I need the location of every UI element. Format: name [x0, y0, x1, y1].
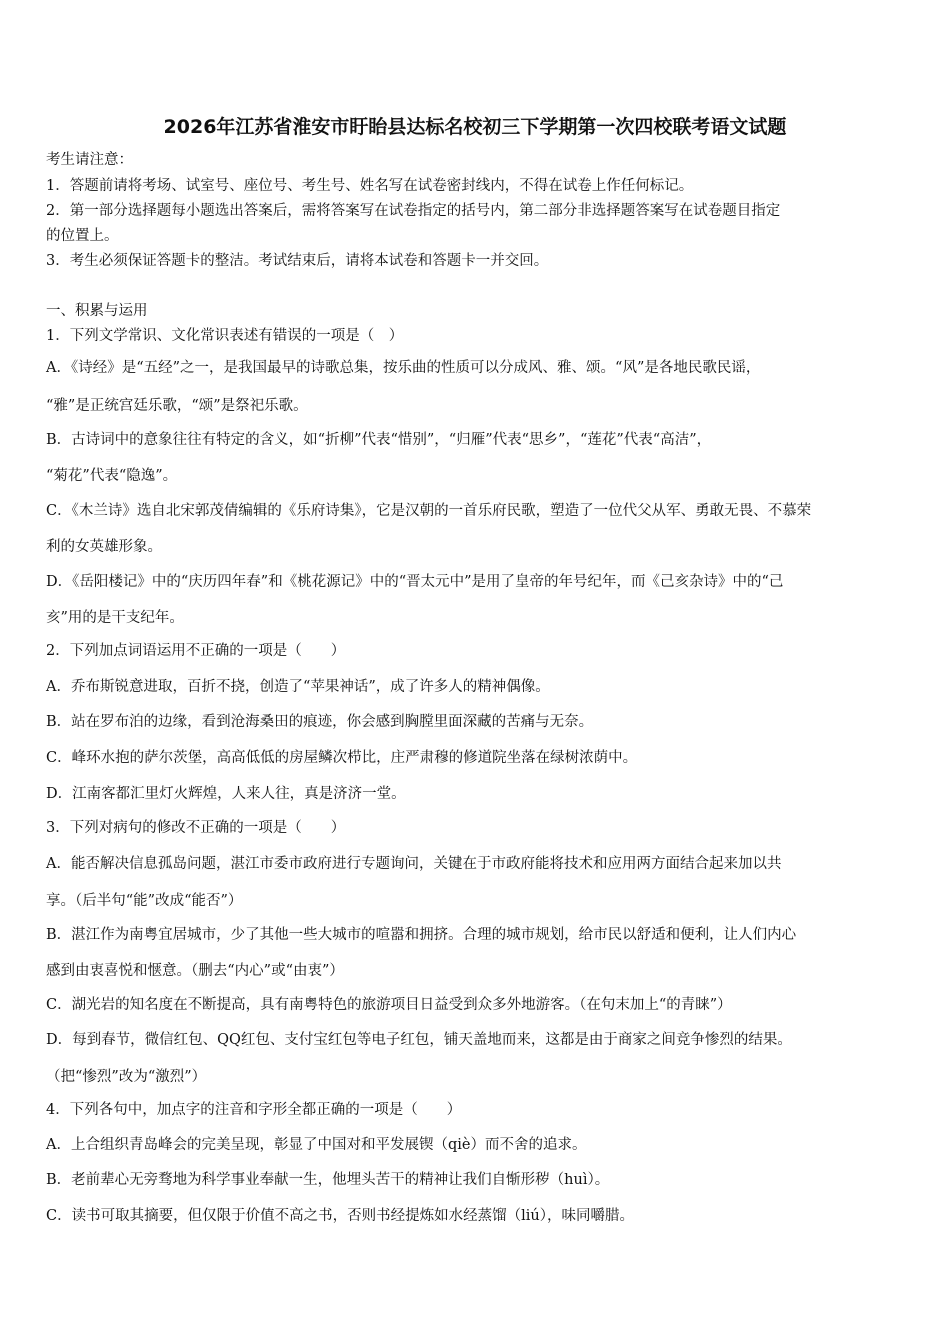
- question-stem: 4．下列各句中，加点字的注音和字形全都正确的一项是（ ）: [46, 1102, 462, 1118]
- question-stem: 1．下列文学常识、文化常识表述有错误的一项是（ ）: [46, 328, 404, 344]
- option-c: C．峰环水抱的萨尔茨堡，高高低低的房屋鳞次栉比，庄严肃穆的修道院坐落在绿树浓荫中。: [46, 750, 638, 766]
- notice-item: 1．答题前请将考场、试室号、座位号、考生号、姓名写在试卷密封线内，不得在试卷上作任何标记。: [46, 178, 694, 194]
- option-b: B．湛江作为南粤宜居城市，少了其他一些大城市的喧嚣和拥挤。合理的城市规划，给市民以舒适和便利，让人们内心: [46, 927, 797, 943]
- option-a: A．上合组织青岛峰会的完美呈现，彰显了中国对和平发展锲（qiè）而不舍的追求。: [46, 1137, 587, 1153]
- option-b: B．古诗词中的意象往往有特定的含义，如“折柳”代表“惜别”，“归雁”代表“思乡”，“莲花”代表“高洁”，: [46, 432, 712, 448]
- notice-item: 3．考生必须保证答题卡的整洁。考试结束后，请将本试卷和答题卡一并交回。: [46, 253, 549, 269]
- option-a-cont: “雅”是正统宫廷乐歌，“颂”是祭祀乐歌。: [46, 398, 308, 414]
- option-b: B．老前辈心无旁骛地为科学事业奉献一生，他埋头苦干的精神让我们自惭形秽（huì）。: [46, 1172, 610, 1188]
- option-d: D．江南客都汇里灯火辉煌，人来人往，真是济济一堂。: [46, 786, 406, 802]
- option-a: A．乔布斯锐意进取，百折不挠，创造了“苹果神话”，成了许多人的精神偶像。: [46, 679, 550, 695]
- option-b-cont: 感到由衷喜悦和惬意。（删去“内心”或“由衷”）: [46, 963, 344, 979]
- option-c: C．湖光岩的知名度在不断提高，具有南粤特色的旅游项目日益受到众多外地游客。（在句末加上“的青睐”）: [46, 997, 732, 1013]
- question-stem: 3．下列对病句的修改不正确的一项是（ ）: [46, 820, 346, 836]
- option-b-cont: “菊花”代表“隐逸”。: [46, 468, 178, 484]
- page-title: 2026年江苏省淮安市盱眙县达标名校初三下学期第一次四校联考语文试题: [163, 116, 787, 138]
- option-d: D．《岳阳楼记》中的“庆历四年春”和《桃花源记》中的“晋太元中”是用了皇帝的年号纪年，而《己亥杂诗》中的“己: [46, 574, 784, 590]
- option-c-cont: 利的女英雄形象。: [46, 539, 162, 555]
- notice-header: 考生请注意：: [46, 152, 133, 168]
- option-d: D．每到春节，微信红包、QQ红包、支付宝红包等电子红包，铺天盖地而来，这都是由于商家之间竞争惨烈的结果。: [46, 1032, 792, 1048]
- option-d-cont: 亥”用的是干支纪年。: [46, 610, 184, 626]
- option-a-cont: 享。（后半句“能”改成“能否”）: [46, 893, 243, 909]
- option-a: A．《诗经》是“五经”之一，是我国最早的诗歌总集，按乐曲的性质可以分成风、雅、颂。“风”是各地民歌民谣，: [46, 360, 761, 376]
- notice-item: 2．第一部分选择题每小题选出答案后，需将答案写在试卷指定的括号内，第二部分非选择题答案写在试卷题目指定: [46, 203, 781, 219]
- option-a: A．能否解决信息孤岛问题，湛江市委市政府进行专题询问，关键在于市政府能将技术和应用两方面结合起来加以共: [46, 856, 782, 872]
- question-stem: 2．下列加点词语运用不正确的一项是（ ）: [46, 643, 346, 659]
- option-c: C．《木兰诗》选自北宋郭茂倩编辑的《乐府诗集》，它是汉朝的一首乐府民歌，塑造了一位代父从军、勇敢无畏、不慕荣: [46, 503, 812, 519]
- option-d-cont: （把“惨烈”改为“激烈”）: [46, 1069, 207, 1085]
- notice-item: 的位置上。: [46, 228, 119, 244]
- section-heading: 一、积累与运用: [46, 303, 148, 319]
- option-b: B．站在罗布泊的边缘，看到沧海桑田的痕迹，你会感到胸膛里面深藏的苦痛与无奈。: [46, 714, 594, 730]
- option-c: C．读书可取其摘要，但仅限于价值不高之书，否则书经提炼如水经蒸馏（liú），味同嚼腊。: [46, 1208, 634, 1224]
